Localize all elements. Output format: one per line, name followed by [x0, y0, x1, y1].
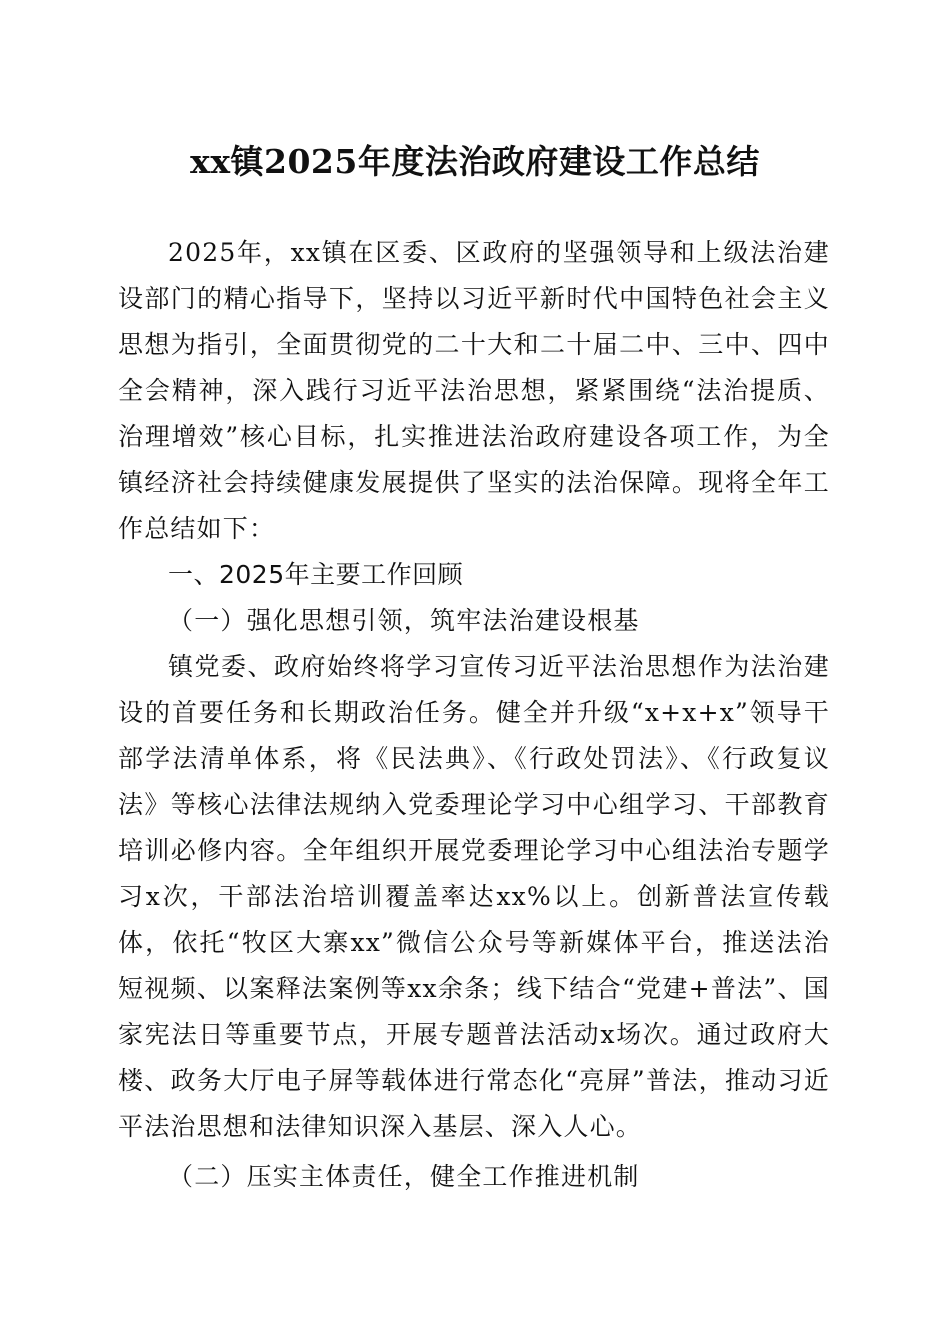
- subsection-heading-1: （一）强化思想引领，筑牢法治建设根基: [168, 606, 640, 635]
- document-title: xx镇2025年度法治政府建设工作总结: [190, 142, 760, 181]
- document-body: [118, 230, 830, 1200]
- subsection-heading-2: （二）压实主体责任，健全工作推进机制: [168, 1162, 640, 1191]
- subsection-1-paragraph: 镇党委、政府始终将学习宣传习近平法治思想作为法治建设的首要任务和长期政治任务。健全并升级“x+x+x”领导干部学法清单体系，将《民法典》、《行政处罚法》、《行政复议法》等核心法律法规纳入党委理论学习中心组学习、干部教育培训必修内容。全年组织开展党委理论学习中心组法治专题学习x次，干部法治培训覆盖率达xx%以上。创新普法宣传载体，依托“牧区大寨xx”微信公众号等新媒体平台，推送法治短视频、以案释法案例等xx余条；线下结合“党建+普法”、国家宪法日等重要节点，开展专题普法活动x场次。通过政府大楼、政务大厅电子屏等载体进行常态化“亮屏”普法，推动习近平法治思想和法律知识深入基层、深入人心。: [118, 652, 830, 1141]
- section-heading-1: 一、2025年主要工作回顾: [168, 560, 464, 589]
- intro-paragraph: 2025年，xx镇在区委、区政府的坚强领导和上级法治建设部门的精心指导下，坚持以习近平新时代中国特色社会主义思想为指引，全面贯彻党的二十大和二十届二中、三中、四中全会精神，深入践行习近平法治思想，紧紧围绕“法治提质、治理增效”核心目标，扎实推进法治政府建设各项工作，为全镇经济社会持续健康发展提供了坚实的法治保障。现将全年工作总结如下：: [118, 238, 830, 543]
